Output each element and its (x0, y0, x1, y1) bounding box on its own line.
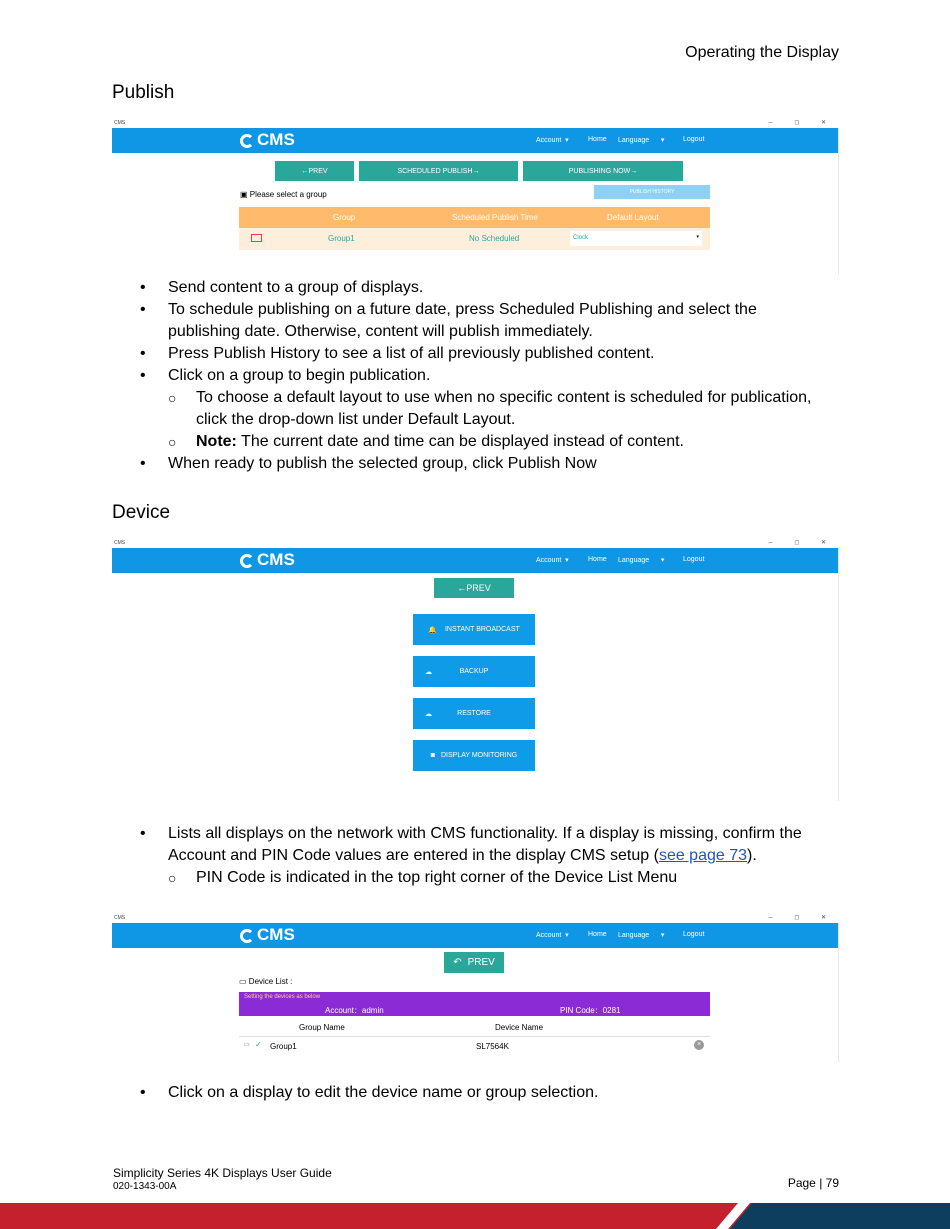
list-item: • Press Publish History to see a list of all previously published content. (140, 343, 820, 365)
device-list-banner (239, 992, 710, 1016)
cms-logo: CMS (240, 925, 295, 945)
list-item: • Lists all displays on the network with CMS functionality. If a display is missing, confirm the Account and PIN Code values are entered in the display CMS setup (see page 73). ○ PIN Code is indicated in the top right corner of the Device List Menu (140, 823, 820, 889)
column-header: Group (333, 213, 356, 222)
screenshot-border (838, 548, 839, 801)
arrow-left-icon: ← (301, 167, 309, 175)
group-table-header (239, 207, 710, 228)
device-table-header (239, 1018, 710, 1037)
display-monitoring-button[interactable]: ◙ DISPLAY MONITORING (413, 740, 535, 771)
screenshot-border (838, 128, 839, 274)
window-controls[interactable]: ─ ◻ ✕ (768, 915, 836, 921)
arrow-right-icon: → (630, 167, 638, 175)
sub-bullet-circle: ○ (168, 390, 177, 406)
nav-logout[interactable]: Logout (683, 931, 705, 938)
prev-button[interactable]: ← PREV (434, 578, 514, 598)
device-list-screenshot (112, 914, 838, 1062)
row-device-name: SL7564K (476, 1042, 509, 1051)
cloud-upload-icon: ☁ (425, 668, 432, 676)
nav-account[interactable]: Account ▾ (536, 137, 569, 144)
display-icon: ▭ (244, 1042, 250, 1048)
window-app-name: CMS (114, 540, 126, 546)
scheduled-publish-button[interactable]: SCHEDULED PUBLISH → (359, 161, 518, 181)
sub-bullet-circle: ○ (168, 434, 177, 450)
pin-code-label: PIN Code：0281 (560, 1006, 621, 1015)
list-item: • Send content to a group of displays. (140, 277, 820, 299)
sub-list-item: ○ PIN Code is indicated in the top right corner of the Device List Menu (140, 867, 820, 889)
account-label: Account：admin (325, 1006, 384, 1015)
monitor-icon: ▣ (240, 190, 248, 199)
window-app-name: CMS (114, 915, 126, 921)
sub-list-item: ○ Note: The current date and time can be displayed instead of content. (140, 431, 820, 453)
section-title-device: Device (112, 502, 171, 523)
window-controls[interactable]: ─ ◻ ✕ (768, 540, 836, 546)
cms-appbar (112, 548, 838, 573)
section-title-publish: Publish (112, 82, 175, 103)
footer-doc-number: 020-1343-00A (113, 1181, 177, 1192)
banner-note: Setting the devices as below (244, 994, 321, 1000)
bullet-dot: • (140, 367, 146, 384)
bullet-dot: • (140, 345, 146, 362)
clear-icon[interactable]: × (694, 1040, 704, 1050)
camera-icon: ◙ (430, 752, 435, 759)
list-item: • Click on a display to edit the device name or group selection. (140, 1082, 820, 1104)
column-header: Device Name (495, 1023, 544, 1032)
nav-logout[interactable]: Logout (683, 136, 705, 143)
publishing-now-button[interactable]: PUBLISHING NOW → (523, 161, 683, 181)
monitor-icon: ▭ (239, 977, 247, 986)
restore-button[interactable]: ☁ RESTORE (413, 698, 535, 729)
footer-page-number: Page | 79 (787, 1176, 839, 1190)
bell-icon: 🔔 (428, 626, 437, 634)
nav-account[interactable]: Account ▾ (536, 932, 569, 939)
publish-history-button[interactable]: PUBLISH HISTORY (594, 185, 710, 199)
arrow-left-icon: ← (457, 583, 467, 593)
prev-button[interactable]: ← PREV (275, 161, 354, 181)
backup-button[interactable]: ☁ BACKUP (413, 656, 535, 687)
bullet-dot: • (140, 1084, 146, 1101)
nav-home[interactable]: Home (588, 931, 607, 938)
device-list-bullet-list (140, 1082, 820, 1104)
nav-language[interactable]: Language ▾ (618, 557, 665, 564)
publish-screenshot (112, 119, 838, 274)
select-group-label: ▣ Please select a group (240, 190, 327, 199)
cms-appbar (112, 923, 838, 948)
cms-logo: CMS (240, 550, 295, 570)
group-table-row[interactable] (239, 228, 710, 250)
undo-arrow-icon: ↶ (453, 957, 462, 968)
sub-list-item: ○ To choose a default layout to use when no specific content is scheduled for publication, click the drop-down list under Default Layout. (168, 389, 812, 428)
see-page-link[interactable]: see page 73 (658, 847, 748, 864)
bullet-dot: • (140, 455, 146, 472)
prev-button[interactable]: ↶ PREV (444, 952, 504, 973)
window-titlebar (112, 914, 838, 923)
bullet-dot: • (140, 825, 146, 842)
footer-band-navy (730, 1203, 950, 1229)
device-bullet-list (140, 823, 820, 889)
window-controls[interactable]: ─ ◻ ✕ (768, 120, 836, 126)
nav-home[interactable]: Home (588, 556, 607, 563)
nav-language[interactable]: Language ▾ (618, 932, 665, 939)
logo-c-icon (240, 554, 254, 568)
row-group: Group1 (328, 234, 355, 243)
nav-account[interactable]: Account ▾ (536, 557, 569, 564)
row-group-name: Group1 (270, 1042, 297, 1051)
footer-title: Simplicity Series 4K Displays User Guide (113, 1166, 332, 1180)
row-scheduled-time: No Scheduled (469, 234, 520, 243)
chevron-down-icon: ▾ (696, 234, 699, 240)
device-list-title: ▭ Device List : (239, 977, 293, 986)
footer-doc-info (113, 1167, 332, 1193)
column-header: Scheduled Publish Time (452, 213, 538, 222)
bullet-dot: • (140, 279, 146, 296)
sub-list (140, 387, 820, 453)
window-titlebar (112, 119, 838, 128)
nav-home[interactable]: Home (588, 136, 607, 143)
default-layout-select[interactable]: Clock ▾ (570, 231, 702, 246)
list-item: • When ready to publish the selected group, click Publish Now (140, 453, 820, 475)
column-header: Group Name (299, 1023, 345, 1032)
sub-list (140, 867, 820, 889)
logo-c-icon (240, 134, 254, 148)
nav-logout[interactable]: Logout (683, 556, 705, 563)
device-screenshot (112, 539, 838, 801)
list-item: • Click on a group to begin publication. ○ To choose a default layout to use when no specific content is scheduled for publication, click the drop-down list under Default Layout. ○ Note: The current date and time can be displayed instead of content. (140, 365, 820, 453)
cms-appbar (112, 128, 838, 153)
bullet-dot: • (140, 301, 146, 318)
sub-bullet-circle: ○ (168, 870, 177, 886)
list-item: • To schedule publishing on a future date, press Scheduled Publishing and select the publishing date. Otherwise, content will publish immediately. (140, 301, 757, 340)
arrow-right-icon: → (472, 167, 480, 175)
screenshot-border (838, 923, 839, 1062)
window-app-name: CMS (114, 120, 126, 126)
publish-bullet-list (140, 277, 820, 475)
running-header: Operating the Display (685, 44, 839, 61)
cloud-upload-icon: ☁ (425, 710, 432, 718)
display-icon (251, 234, 262, 242)
check-icon: ✓ (255, 1040, 262, 1049)
logo-c-icon (240, 929, 254, 943)
instant-broadcast-button[interactable]: 🔔 INSTANT BROADCAST (413, 614, 535, 645)
nav-language[interactable]: Language ▾ (618, 137, 665, 144)
column-header: Default Layout (607, 213, 659, 222)
cms-logo: CMS (240, 130, 295, 150)
device-table-row[interactable] (239, 1037, 710, 1055)
window-titlebar (112, 539, 838, 548)
